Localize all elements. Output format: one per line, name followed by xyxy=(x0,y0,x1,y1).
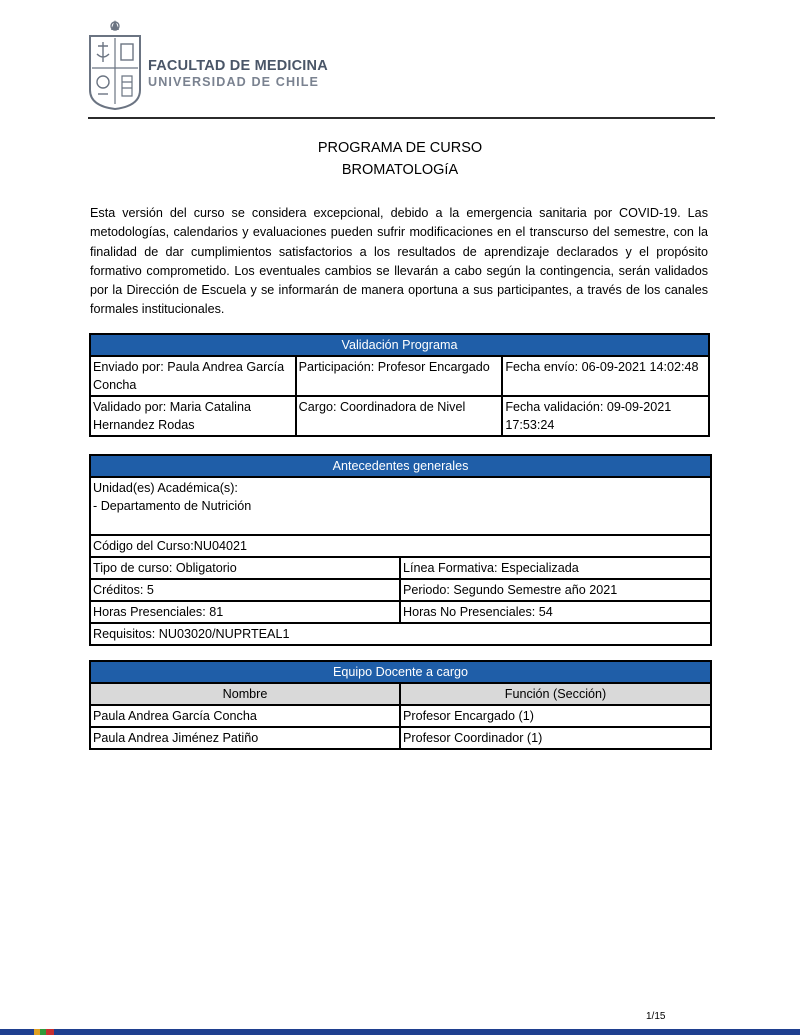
course-code-cell: Código del Curso:NU04021 xyxy=(90,535,711,557)
table-row xyxy=(90,727,711,749)
academic-unit-label: Unidad(es) Académica(s): xyxy=(93,481,238,495)
teaching-team-table xyxy=(89,660,712,750)
validation-heading: Validación Programa xyxy=(90,334,709,356)
role-cell: Cargo: Coordinadora de Nivel xyxy=(296,396,503,436)
participation-cell: Participación: Profesor Encargado xyxy=(296,356,503,396)
page-number: 1/15 xyxy=(646,1011,666,1022)
teacher-function-cell: Profesor Encargado (1) xyxy=(400,705,711,727)
teaching-team-heading: Equipo Docente a cargo xyxy=(90,661,711,683)
logo-university-name: UNIVERSIDAD DE CHILE xyxy=(148,75,320,89)
credits-cell: Créditos: 5 xyxy=(90,579,400,601)
column-header-function: Función (Sección) xyxy=(400,683,711,705)
document-title: PROGRAMA DE CURSO xyxy=(317,140,483,156)
remote-hours-cell: Horas No Presenciales: 54 xyxy=(400,601,711,623)
table-row xyxy=(90,705,711,727)
faculty-logo-text xyxy=(148,58,328,89)
university-seal-icon xyxy=(88,18,142,110)
general-info-table xyxy=(89,454,712,646)
header-divider xyxy=(88,117,715,119)
teacher-name-cell: Paula Andrea Jiménez Patiño xyxy=(90,727,400,749)
page-header xyxy=(88,14,714,118)
academic-unit-cell xyxy=(90,477,711,535)
validation-date-cell: Fecha validación: 09-09-2021 17:53:24 xyxy=(502,396,709,436)
teacher-function-cell: Profesor Coordinador (1) xyxy=(400,727,711,749)
column-header-name: Nombre xyxy=(90,683,400,705)
sent-by-cell: Enviado por: Paula Andrea García Concha xyxy=(90,356,296,396)
course-name: BROMATOLOGíA xyxy=(341,162,459,178)
teacher-name-cell: Paula Andrea García Concha xyxy=(90,705,400,727)
sent-date-cell: Fecha envío: 06-09-2021 14:02:48 xyxy=(502,356,709,396)
footer-color-bar xyxy=(0,1029,800,1035)
formative-line-cell: Línea Formativa: Especializada xyxy=(400,557,711,579)
general-info-heading: Antecedentes generales xyxy=(90,455,711,477)
requirements-cell: Requisitos: NU03020/NUPRTEAL1 xyxy=(90,623,711,645)
validation-table xyxy=(89,333,710,437)
in-person-hours-cell: Horas Presenciales: 81 xyxy=(90,601,400,623)
academic-unit-value: - Departamento de Nutrición xyxy=(93,499,252,513)
period-cell: Periodo: Segundo Semestre año 2021 xyxy=(400,579,711,601)
course-type-cell: Tipo de curso: Obligatorio xyxy=(90,557,400,579)
validated-by-cell: Validado por: Maria Catalina Hernandez Rodas xyxy=(90,396,296,436)
covid-notice-paragraph: Esta versión del curso se considera excepcional, debido a la emergencia sanitaria por COVID-19. Las metodologías, calendarios y evaluaciones pueden sufrir modificaciones en el transcurso del semestre, con la finalidad de dar cumplimientos satisfactorios a los resultados de aprendizaje declarados y el propósito formativo comprometido. Los eventuales cambios se llevarán a cabo según la contingencia, serán validados por la Dirección de Escuela y se informarán de manera oportuna a sus participantes, a través de los canales formales institucionales. xyxy=(90,206,708,317)
logo-faculty-name: FACULTAD DE MEDICINA xyxy=(148,58,328,74)
